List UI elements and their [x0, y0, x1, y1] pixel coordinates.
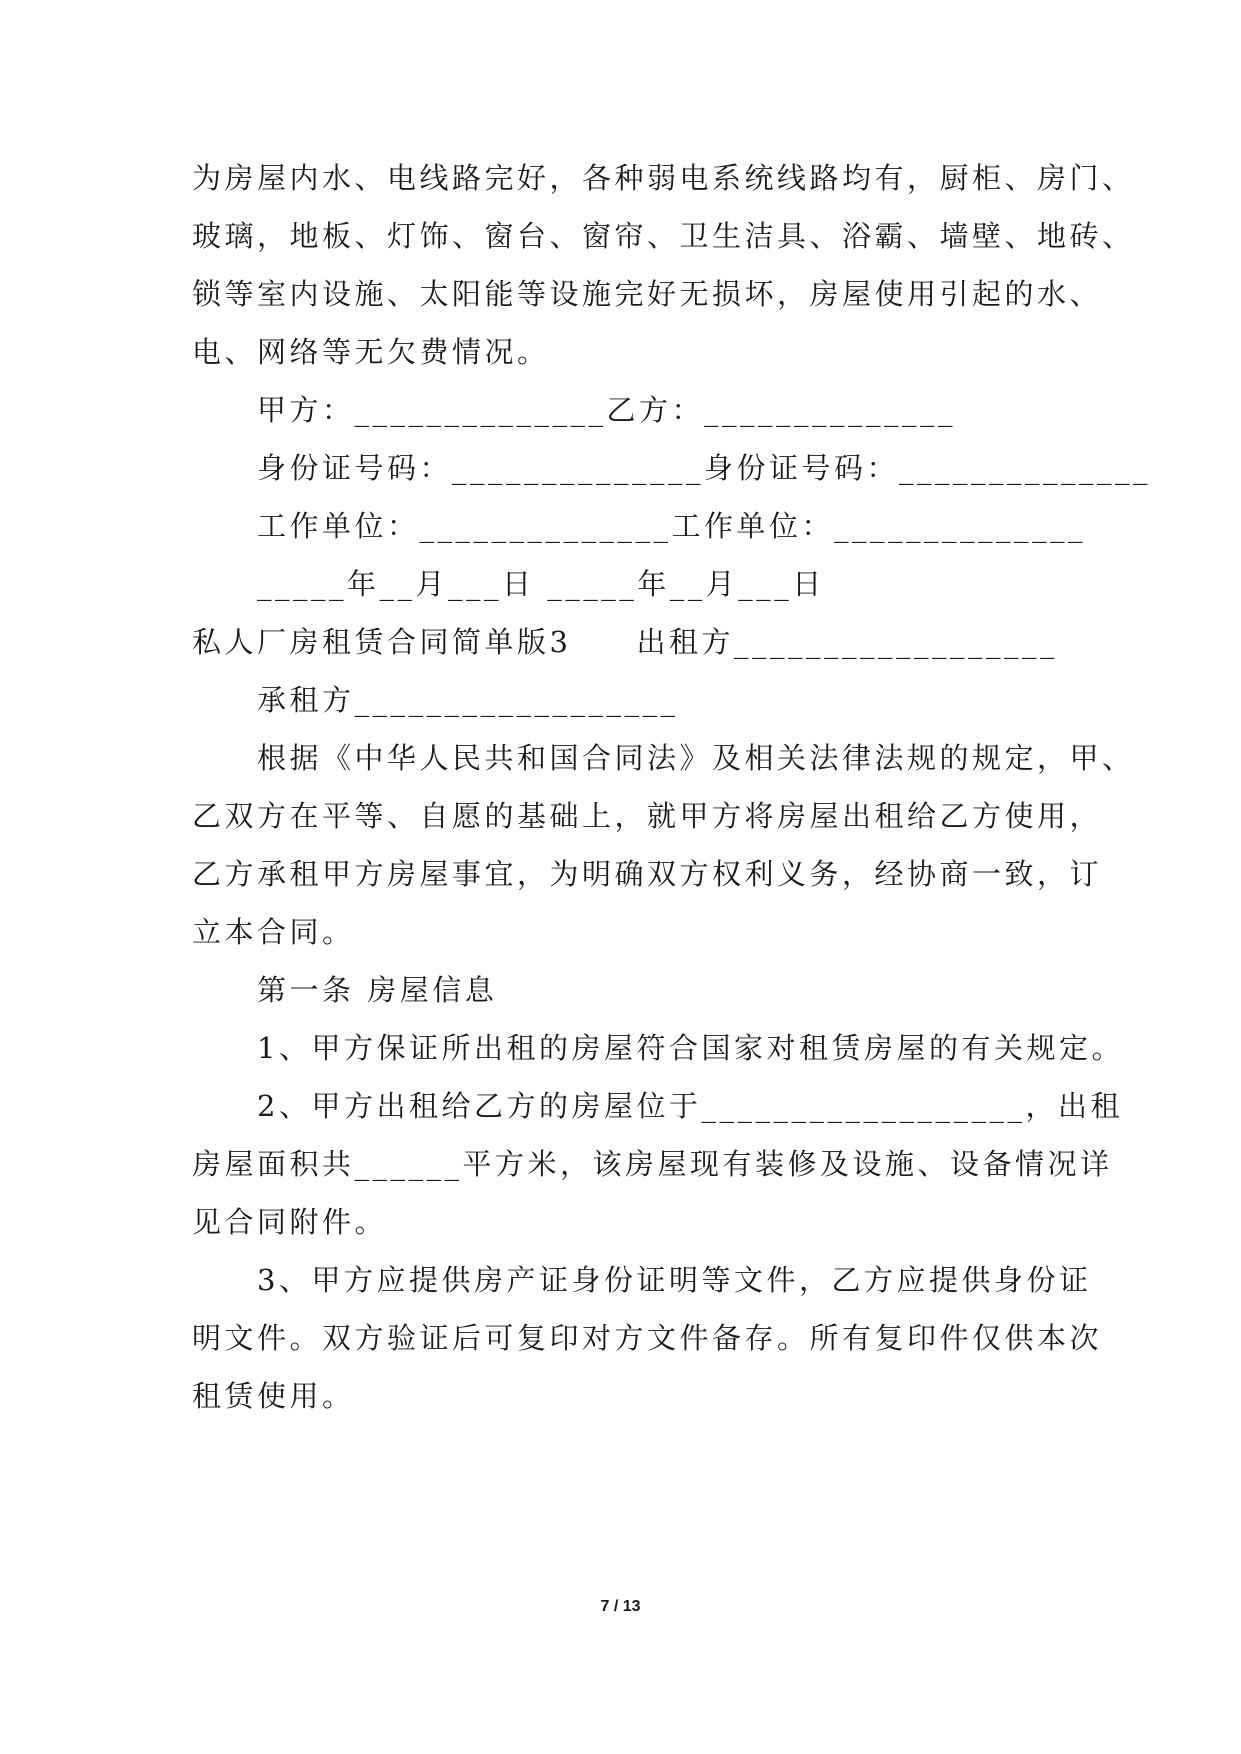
paragraph-line: 锁等室内设施、太阳能等设施完好无损坏，房屋使用引起的水、: [192, 277, 1103, 311]
clause-line: 房屋面积共______平方米，该房屋现有装修及设施、设备情况详: [192, 1147, 1113, 1181]
section-heading: 第一条 房屋信息: [192, 973, 498, 1007]
paragraph-line: 乙方承租甲方房屋事宜，为明确双方权利义务，经协商一致，订: [192, 857, 1103, 891]
signature-date-line: _____年__月___日 _____年__月___日: [192, 567, 825, 601]
signature-workplace-line: 工作单位：______________工作单位：______________: [192, 509, 1087, 543]
clause-line: 3、甲方应提供房产证身份证明等文件，乙方应提供身份证: [192, 1263, 1092, 1297]
clause-line: 2、甲方出租给乙方的房屋位于__________________，出租: [192, 1089, 1123, 1123]
paragraph-line: 为房屋内水、电线路完好，各种弱电系统线路均有，厨柜、房门、: [192, 161, 1135, 195]
paragraph-line: 立本合同。: [192, 915, 355, 949]
contract-title-line: 私人厂房租赁合同简单版3 出租方__________________: [192, 625, 1058, 659]
tenant-line: 承租方__________________: [192, 683, 679, 717]
paragraph-line: 玻璃，地板、灯饰、窗台、窗帘、卫生洁具、浴霸、墙壁、地砖、: [192, 219, 1135, 253]
signature-party-line: 甲方：______________乙方：______________: [192, 393, 957, 427]
clause-line: 明文件。双方验证后可复印对方文件备存。所有复印件仅供本次: [192, 1321, 1103, 1355]
page-number: 7 / 13: [600, 1598, 641, 1615]
signature-id-line: 身份证号码：______________身份证号码：______________: [192, 451, 1152, 485]
paragraph-line: 乙双方在平等、自愿的基础上，就甲方将房屋出租给乙方使用，: [192, 799, 1103, 833]
clause-line: 见合同附件。: [192, 1205, 388, 1239]
paragraph-line: 根据《中华人民共和国合同法》及相关法律法规的规定，甲、: [192, 741, 1135, 775]
paragraph-line: 电、网络等无欠费情况。: [192, 335, 550, 369]
clause-line: 租赁使用。: [192, 1379, 355, 1413]
clause-line: 1、甲方保证所出租的房屋符合国家对租赁房屋的有关规定。: [192, 1031, 1124, 1065]
